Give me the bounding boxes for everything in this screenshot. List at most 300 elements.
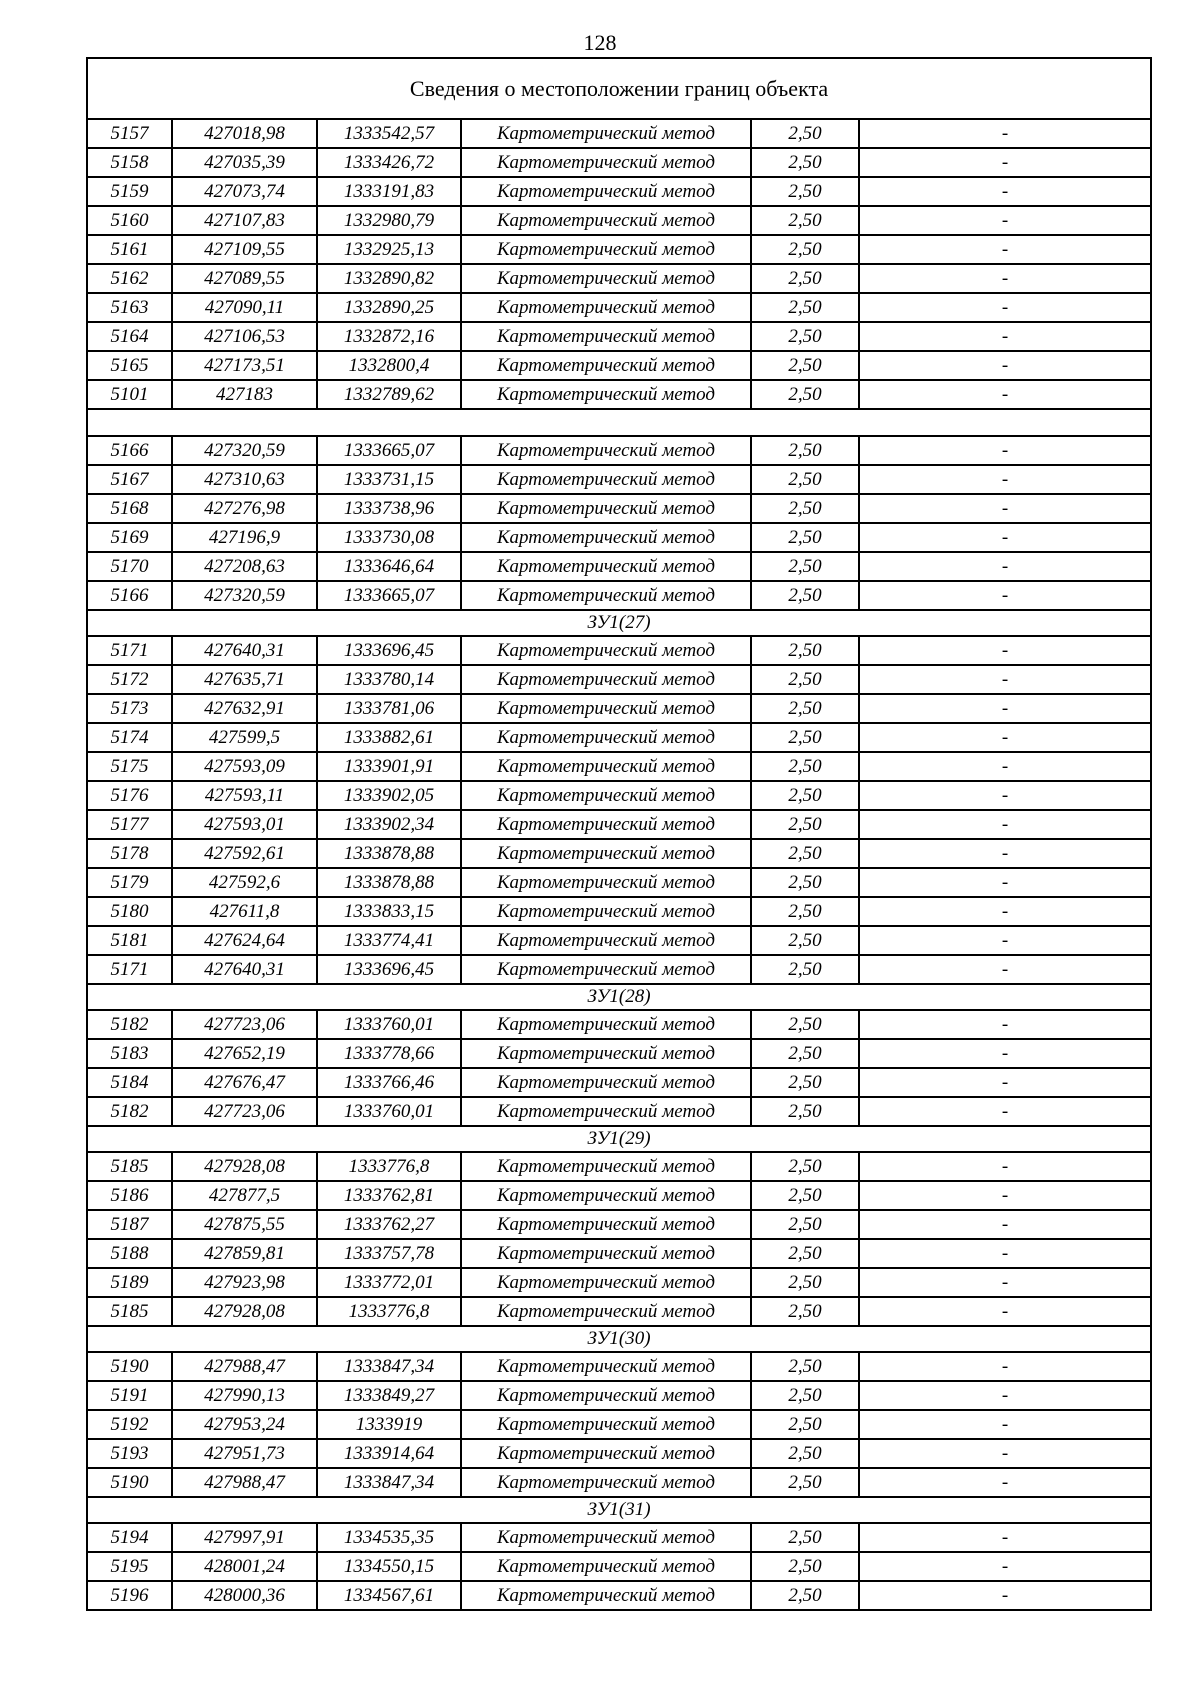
accuracy-cell: 2,50 xyxy=(751,926,859,955)
point-number-cell: 5165 xyxy=(87,351,172,380)
description-cell: - xyxy=(859,1210,1151,1239)
x-coordinate-cell: 427875,55 xyxy=(172,1210,317,1239)
y-coordinate-cell: 1333762,81 xyxy=(317,1181,461,1210)
x-coordinate-cell: 427953,24 xyxy=(172,1410,317,1439)
table-row xyxy=(87,1410,1151,1439)
accuracy-cell: 2,50 xyxy=(751,1381,859,1410)
description-cell: - xyxy=(859,752,1151,781)
table-row xyxy=(87,1152,1151,1181)
description-cell: - xyxy=(859,810,1151,839)
method-cell: Картометрический метод xyxy=(461,1097,751,1126)
accuracy-cell: 2,50 xyxy=(751,1268,859,1297)
x-coordinate-cell: 427928,08 xyxy=(172,1297,317,1326)
point-number-cell: 5190 xyxy=(87,1468,172,1497)
page-number: 128 xyxy=(583,30,617,55)
description-cell: - xyxy=(859,1297,1151,1326)
method-cell: Картометрический метод xyxy=(461,752,751,781)
accuracy-cell: 2,50 xyxy=(751,636,859,665)
y-coordinate-cell: 1332800,4 xyxy=(317,351,461,380)
y-coordinate-cell: 1333760,01 xyxy=(317,1097,461,1126)
accuracy-cell: 2,50 xyxy=(751,264,859,293)
point-number-cell: 5171 xyxy=(87,636,172,665)
method-cell: Картометрический метод xyxy=(461,1152,751,1181)
method-cell: Картометрический метод xyxy=(461,436,751,465)
method-cell: Картометрический метод xyxy=(461,1352,751,1381)
method-cell: Картометрический метод xyxy=(461,1268,751,1297)
point-number-cell: 5174 xyxy=(87,723,172,752)
method-cell: Картометрический метод xyxy=(461,1410,751,1439)
method-cell: Картометрический метод xyxy=(461,955,751,984)
point-number-cell: 5188 xyxy=(87,1239,172,1268)
method-cell: Картометрический метод xyxy=(461,781,751,810)
table-row xyxy=(87,926,1151,955)
method-cell: Картометрический метод xyxy=(461,1468,751,1497)
group-header-row xyxy=(87,1326,1151,1352)
point-number-cell: 5187 xyxy=(87,1210,172,1239)
accuracy-cell: 2,50 xyxy=(751,177,859,206)
method-cell: Картометрический метод xyxy=(461,926,751,955)
method-cell: Картометрический метод xyxy=(461,665,751,694)
method-cell: Картометрический метод xyxy=(461,581,751,610)
method-cell: Картометрический метод xyxy=(461,897,751,926)
description-cell: - xyxy=(859,494,1151,523)
y-coordinate-cell: 1334550,15 xyxy=(317,1552,461,1581)
y-coordinate-cell: 1333847,34 xyxy=(317,1468,461,1497)
x-coordinate-cell: 428001,24 xyxy=(172,1552,317,1581)
point-number-cell: 5181 xyxy=(87,926,172,955)
description-cell: - xyxy=(859,1097,1151,1126)
point-number-cell: 5192 xyxy=(87,1410,172,1439)
y-coordinate-cell: 1333849,27 xyxy=(317,1381,461,1410)
method-cell: Картометрический метод xyxy=(461,148,751,177)
x-coordinate-cell: 427035,39 xyxy=(172,148,317,177)
method-cell: Картометрический метод xyxy=(461,351,751,380)
y-coordinate-cell: 1333762,27 xyxy=(317,1210,461,1239)
x-coordinate-cell: 427928,08 xyxy=(172,1152,317,1181)
x-coordinate-cell: 427676,47 xyxy=(172,1068,317,1097)
x-coordinate-cell: 427632,91 xyxy=(172,694,317,723)
method-cell: Картометрический метод xyxy=(461,552,751,581)
x-coordinate-cell: 427208,63 xyxy=(172,552,317,581)
table-row xyxy=(87,465,1151,494)
table-row xyxy=(87,1523,1151,1552)
table-row xyxy=(87,235,1151,264)
y-coordinate-cell: 1333646,64 xyxy=(317,552,461,581)
y-coordinate-cell: 1332925,13 xyxy=(317,235,461,264)
table-row xyxy=(87,552,1151,581)
method-cell: Картометрический метод xyxy=(461,694,751,723)
y-coordinate-cell: 1334567,61 xyxy=(317,1581,461,1610)
group-label: ЗУ1(29) xyxy=(87,1126,1151,1152)
y-coordinate-cell: 1333878,88 xyxy=(317,839,461,868)
table-row xyxy=(87,1268,1151,1297)
table-body xyxy=(87,58,1151,1610)
description-cell: - xyxy=(859,1268,1151,1297)
point-number-cell: 5182 xyxy=(87,1010,172,1039)
method-cell: Картометрический метод xyxy=(461,322,751,351)
y-coordinate-cell: 1333919 xyxy=(317,1410,461,1439)
boundary-table xyxy=(86,57,1152,1611)
accuracy-cell: 2,50 xyxy=(751,1297,859,1326)
point-number-cell: 5163 xyxy=(87,293,172,322)
x-coordinate-cell: 427624,64 xyxy=(172,926,317,955)
table-row xyxy=(87,1181,1151,1210)
group-label: ЗУ1(28) xyxy=(87,984,1151,1010)
description-cell: - xyxy=(859,264,1151,293)
x-coordinate-cell: 427310,63 xyxy=(172,465,317,494)
point-number-cell: 5173 xyxy=(87,694,172,723)
description-cell: - xyxy=(859,1152,1151,1181)
accuracy-cell: 2,50 xyxy=(751,1181,859,1210)
y-coordinate-cell: 1333766,46 xyxy=(317,1068,461,1097)
point-number-cell: 5196 xyxy=(87,1581,172,1610)
y-coordinate-cell: 1333191,83 xyxy=(317,177,461,206)
table-title: Сведения о местоположении границ объекта xyxy=(87,58,1151,119)
x-coordinate-cell: 427611,8 xyxy=(172,897,317,926)
table-row xyxy=(87,839,1151,868)
method-cell: Картометрический метод xyxy=(461,119,751,148)
description-cell: - xyxy=(859,380,1151,409)
accuracy-cell: 2,50 xyxy=(751,380,859,409)
accuracy-cell: 2,50 xyxy=(751,1097,859,1126)
description-cell: - xyxy=(859,665,1151,694)
accuracy-cell: 2,50 xyxy=(751,897,859,926)
point-number-cell: 5166 xyxy=(87,581,172,610)
table-row xyxy=(87,206,1151,235)
y-coordinate-cell: 1333780,14 xyxy=(317,665,461,694)
y-coordinate-cell: 1332890,82 xyxy=(317,264,461,293)
accuracy-cell: 2,50 xyxy=(751,465,859,494)
x-coordinate-cell: 427723,06 xyxy=(172,1010,317,1039)
x-coordinate-cell: 427923,98 xyxy=(172,1268,317,1297)
description-cell: - xyxy=(859,781,1151,810)
description-cell: - xyxy=(859,1410,1151,1439)
accuracy-cell: 2,50 xyxy=(751,839,859,868)
y-coordinate-cell: 1332872,16 xyxy=(317,322,461,351)
x-coordinate-cell: 427089,55 xyxy=(172,264,317,293)
description-cell: - xyxy=(859,1068,1151,1097)
table-row xyxy=(87,1097,1151,1126)
accuracy-cell: 2,50 xyxy=(751,119,859,148)
accuracy-cell: 2,50 xyxy=(751,1210,859,1239)
accuracy-cell: 2,50 xyxy=(751,552,859,581)
accuracy-cell: 2,50 xyxy=(751,1439,859,1468)
point-number-cell: 5101 xyxy=(87,380,172,409)
description-cell: - xyxy=(859,926,1151,955)
spacer-cell xyxy=(87,409,1151,436)
accuracy-cell: 2,50 xyxy=(751,581,859,610)
method-cell: Картометрический метод xyxy=(461,810,751,839)
table-row xyxy=(87,723,1151,752)
y-coordinate-cell: 1333426,72 xyxy=(317,148,461,177)
method-cell: Картометрический метод xyxy=(461,1239,751,1268)
y-coordinate-cell: 1333847,34 xyxy=(317,1352,461,1381)
method-cell: Картометрический метод xyxy=(461,293,751,322)
description-cell: - xyxy=(859,1552,1151,1581)
point-number-cell: 5158 xyxy=(87,148,172,177)
accuracy-cell: 2,50 xyxy=(751,1352,859,1381)
table-row xyxy=(87,955,1151,984)
point-number-cell: 5178 xyxy=(87,839,172,868)
description-cell: - xyxy=(859,322,1151,351)
x-coordinate-cell: 427173,51 xyxy=(172,351,317,380)
description-cell: - xyxy=(859,1352,1151,1381)
description-cell: - xyxy=(859,1439,1151,1468)
point-number-cell: 5161 xyxy=(87,235,172,264)
method-cell: Картометрический метод xyxy=(461,264,751,293)
y-coordinate-cell: 1332980,79 xyxy=(317,206,461,235)
y-coordinate-cell: 1333696,45 xyxy=(317,955,461,984)
accuracy-cell: 2,50 xyxy=(751,868,859,897)
x-coordinate-cell: 427723,06 xyxy=(172,1097,317,1126)
table-row xyxy=(87,436,1151,465)
method-cell: Картометрический метод xyxy=(461,1210,751,1239)
x-coordinate-cell: 427997,91 xyxy=(172,1523,317,1552)
x-coordinate-cell: 427592,6 xyxy=(172,868,317,897)
table-row xyxy=(87,380,1151,409)
x-coordinate-cell: 427988,47 xyxy=(172,1352,317,1381)
method-cell: Картометрический метод xyxy=(461,380,751,409)
accuracy-cell: 2,50 xyxy=(751,494,859,523)
table-row xyxy=(87,494,1151,523)
table-row xyxy=(87,1297,1151,1326)
method-cell: Картометрический метод xyxy=(461,839,751,868)
y-coordinate-cell: 1333776,8 xyxy=(317,1297,461,1326)
y-coordinate-cell: 1333901,91 xyxy=(317,752,461,781)
x-coordinate-cell: 427183 xyxy=(172,380,317,409)
point-number-cell: 5160 xyxy=(87,206,172,235)
description-cell: - xyxy=(859,1010,1151,1039)
description-cell: - xyxy=(859,1239,1151,1268)
method-cell: Картометрический метод xyxy=(461,494,751,523)
y-coordinate-cell: 1333914,64 xyxy=(317,1439,461,1468)
method-cell: Картометрический метод xyxy=(461,636,751,665)
point-number-cell: 5168 xyxy=(87,494,172,523)
accuracy-cell: 2,50 xyxy=(751,1468,859,1497)
point-number-cell: 5186 xyxy=(87,1181,172,1210)
method-cell: Картометрический метод xyxy=(461,523,751,552)
y-coordinate-cell: 1334535,35 xyxy=(317,1523,461,1552)
point-number-cell: 5185 xyxy=(87,1152,172,1181)
description-cell: - xyxy=(859,1039,1151,1068)
description-cell: - xyxy=(859,1468,1151,1497)
point-number-cell: 5190 xyxy=(87,1352,172,1381)
description-cell: - xyxy=(859,1523,1151,1552)
accuracy-cell: 2,50 xyxy=(751,1523,859,1552)
accuracy-cell: 2,50 xyxy=(751,781,859,810)
table-row xyxy=(87,119,1151,148)
accuracy-cell: 2,50 xyxy=(751,293,859,322)
method-cell: Картометрический метод xyxy=(461,723,751,752)
point-number-cell: 5183 xyxy=(87,1039,172,1068)
y-coordinate-cell: 1333738,96 xyxy=(317,494,461,523)
description-cell: - xyxy=(859,1581,1151,1610)
y-coordinate-cell: 1333774,41 xyxy=(317,926,461,955)
accuracy-cell: 2,50 xyxy=(751,1410,859,1439)
table-row xyxy=(87,523,1151,552)
method-cell: Картометрический метод xyxy=(461,1523,751,1552)
accuracy-cell: 2,50 xyxy=(751,351,859,380)
x-coordinate-cell: 427018,98 xyxy=(172,119,317,148)
group-label: ЗУ1(27) xyxy=(87,610,1151,636)
description-cell: - xyxy=(859,235,1151,264)
y-coordinate-cell: 1333778,66 xyxy=(317,1039,461,1068)
x-coordinate-cell: 427640,31 xyxy=(172,955,317,984)
x-coordinate-cell: 427652,19 xyxy=(172,1039,317,1068)
accuracy-cell: 2,50 xyxy=(751,723,859,752)
spacer-row xyxy=(87,409,1151,436)
table-row xyxy=(87,1439,1151,1468)
x-coordinate-cell: 427320,59 xyxy=(172,581,317,610)
y-coordinate-cell: 1332789,62 xyxy=(317,380,461,409)
method-cell: Картометрический метод xyxy=(461,235,751,264)
y-coordinate-cell: 1333696,45 xyxy=(317,636,461,665)
x-coordinate-cell: 427107,83 xyxy=(172,206,317,235)
description-cell: - xyxy=(859,868,1151,897)
accuracy-cell: 2,50 xyxy=(751,206,859,235)
point-number-cell: 5191 xyxy=(87,1381,172,1410)
table-row xyxy=(87,694,1151,723)
method-cell: Картометрический метод xyxy=(461,1181,751,1210)
table-row xyxy=(87,351,1151,380)
y-coordinate-cell: 1333731,15 xyxy=(317,465,461,494)
x-coordinate-cell: 427599,5 xyxy=(172,723,317,752)
accuracy-cell: 2,50 xyxy=(751,148,859,177)
point-number-cell: 5193 xyxy=(87,1439,172,1468)
accuracy-cell: 2,50 xyxy=(751,752,859,781)
method-cell: Картометрический метод xyxy=(461,1039,751,1068)
point-number-cell: 5171 xyxy=(87,955,172,984)
y-coordinate-cell: 1333882,61 xyxy=(317,723,461,752)
y-coordinate-cell: 1333665,07 xyxy=(317,436,461,465)
description-cell: - xyxy=(859,177,1151,206)
table-row xyxy=(87,810,1151,839)
table-row xyxy=(87,636,1151,665)
table-row xyxy=(87,781,1151,810)
y-coordinate-cell: 1333772,01 xyxy=(317,1268,461,1297)
y-coordinate-cell: 1333776,8 xyxy=(317,1152,461,1181)
accuracy-cell: 2,50 xyxy=(751,436,859,465)
point-number-cell: 5179 xyxy=(87,868,172,897)
x-coordinate-cell: 427276,98 xyxy=(172,494,317,523)
point-number-cell: 5189 xyxy=(87,1268,172,1297)
x-coordinate-cell: 427592,61 xyxy=(172,839,317,868)
point-number-cell: 5172 xyxy=(87,665,172,694)
accuracy-cell: 2,50 xyxy=(751,235,859,264)
method-cell: Картометрический метод xyxy=(461,1381,751,1410)
accuracy-cell: 2,50 xyxy=(751,1068,859,1097)
table-row xyxy=(87,1068,1151,1097)
description-cell: - xyxy=(859,293,1151,322)
accuracy-cell: 2,50 xyxy=(751,1552,859,1581)
method-cell: Картометрический метод xyxy=(461,868,751,897)
point-number-cell: 5184 xyxy=(87,1068,172,1097)
description-cell: - xyxy=(859,523,1151,552)
method-cell: Картометрический метод xyxy=(461,465,751,494)
accuracy-cell: 2,50 xyxy=(751,1010,859,1039)
table-row xyxy=(87,665,1151,694)
description-cell: - xyxy=(859,119,1151,148)
x-coordinate-cell: 427951,73 xyxy=(172,1439,317,1468)
description-cell: - xyxy=(859,636,1151,665)
method-cell: Картометрический метод xyxy=(461,1552,751,1581)
accuracy-cell: 2,50 xyxy=(751,1039,859,1068)
x-coordinate-cell: 428000,36 xyxy=(172,1581,317,1610)
point-number-cell: 5194 xyxy=(87,1523,172,1552)
accuracy-cell: 2,50 xyxy=(751,322,859,351)
x-coordinate-cell: 427593,01 xyxy=(172,810,317,839)
description-cell: - xyxy=(859,1381,1151,1410)
point-number-cell: 5182 xyxy=(87,1097,172,1126)
description-cell: - xyxy=(859,1181,1151,1210)
y-coordinate-cell: 1333902,34 xyxy=(317,810,461,839)
y-coordinate-cell: 1333902,05 xyxy=(317,781,461,810)
y-coordinate-cell: 1333878,88 xyxy=(317,868,461,897)
table-row xyxy=(87,264,1151,293)
group-header-row xyxy=(87,984,1151,1010)
y-coordinate-cell: 1332890,25 xyxy=(317,293,461,322)
point-number-cell: 5167 xyxy=(87,465,172,494)
y-coordinate-cell: 1333542,57 xyxy=(317,119,461,148)
table-row xyxy=(87,1468,1151,1497)
point-number-cell: 5157 xyxy=(87,119,172,148)
method-cell: Картометрический метод xyxy=(461,1068,751,1097)
table-row xyxy=(87,148,1151,177)
description-cell: - xyxy=(859,839,1151,868)
description-cell: - xyxy=(859,723,1151,752)
description-cell: - xyxy=(859,465,1151,494)
point-number-cell: 5176 xyxy=(87,781,172,810)
description-cell: - xyxy=(859,955,1151,984)
x-coordinate-cell: 427593,11 xyxy=(172,781,317,810)
table-row xyxy=(87,897,1151,926)
y-coordinate-cell: 1333833,15 xyxy=(317,897,461,926)
description-cell: - xyxy=(859,436,1151,465)
method-cell: Картометрический метод xyxy=(461,206,751,235)
group-label: ЗУ1(30) xyxy=(87,1326,1151,1352)
point-number-cell: 5159 xyxy=(87,177,172,206)
table-row xyxy=(87,1239,1151,1268)
table-row xyxy=(87,1352,1151,1381)
y-coordinate-cell: 1333730,08 xyxy=(317,523,461,552)
point-number-cell: 5166 xyxy=(87,436,172,465)
accuracy-cell: 2,50 xyxy=(751,1152,859,1181)
table-row xyxy=(87,752,1151,781)
table-title-row xyxy=(87,58,1151,119)
accuracy-cell: 2,50 xyxy=(751,523,859,552)
point-number-cell: 5175 xyxy=(87,752,172,781)
table-row xyxy=(87,1552,1151,1581)
table-row xyxy=(87,177,1151,206)
point-number-cell: 5164 xyxy=(87,322,172,351)
table-row xyxy=(87,1010,1151,1039)
x-coordinate-cell: 427640,31 xyxy=(172,636,317,665)
method-cell: Картометрический метод xyxy=(461,1010,751,1039)
y-coordinate-cell: 1333760,01 xyxy=(317,1010,461,1039)
table-row xyxy=(87,322,1151,351)
table-row xyxy=(87,1210,1151,1239)
accuracy-cell: 2,50 xyxy=(751,694,859,723)
y-coordinate-cell: 1333757,78 xyxy=(317,1239,461,1268)
x-coordinate-cell: 427320,59 xyxy=(172,436,317,465)
group-header-row xyxy=(87,610,1151,636)
point-number-cell: 5185 xyxy=(87,1297,172,1326)
y-coordinate-cell: 1333781,06 xyxy=(317,694,461,723)
description-cell: - xyxy=(859,897,1151,926)
point-number-cell: 5195 xyxy=(87,1552,172,1581)
x-coordinate-cell: 427990,13 xyxy=(172,1381,317,1410)
group-header-row xyxy=(87,1126,1151,1152)
